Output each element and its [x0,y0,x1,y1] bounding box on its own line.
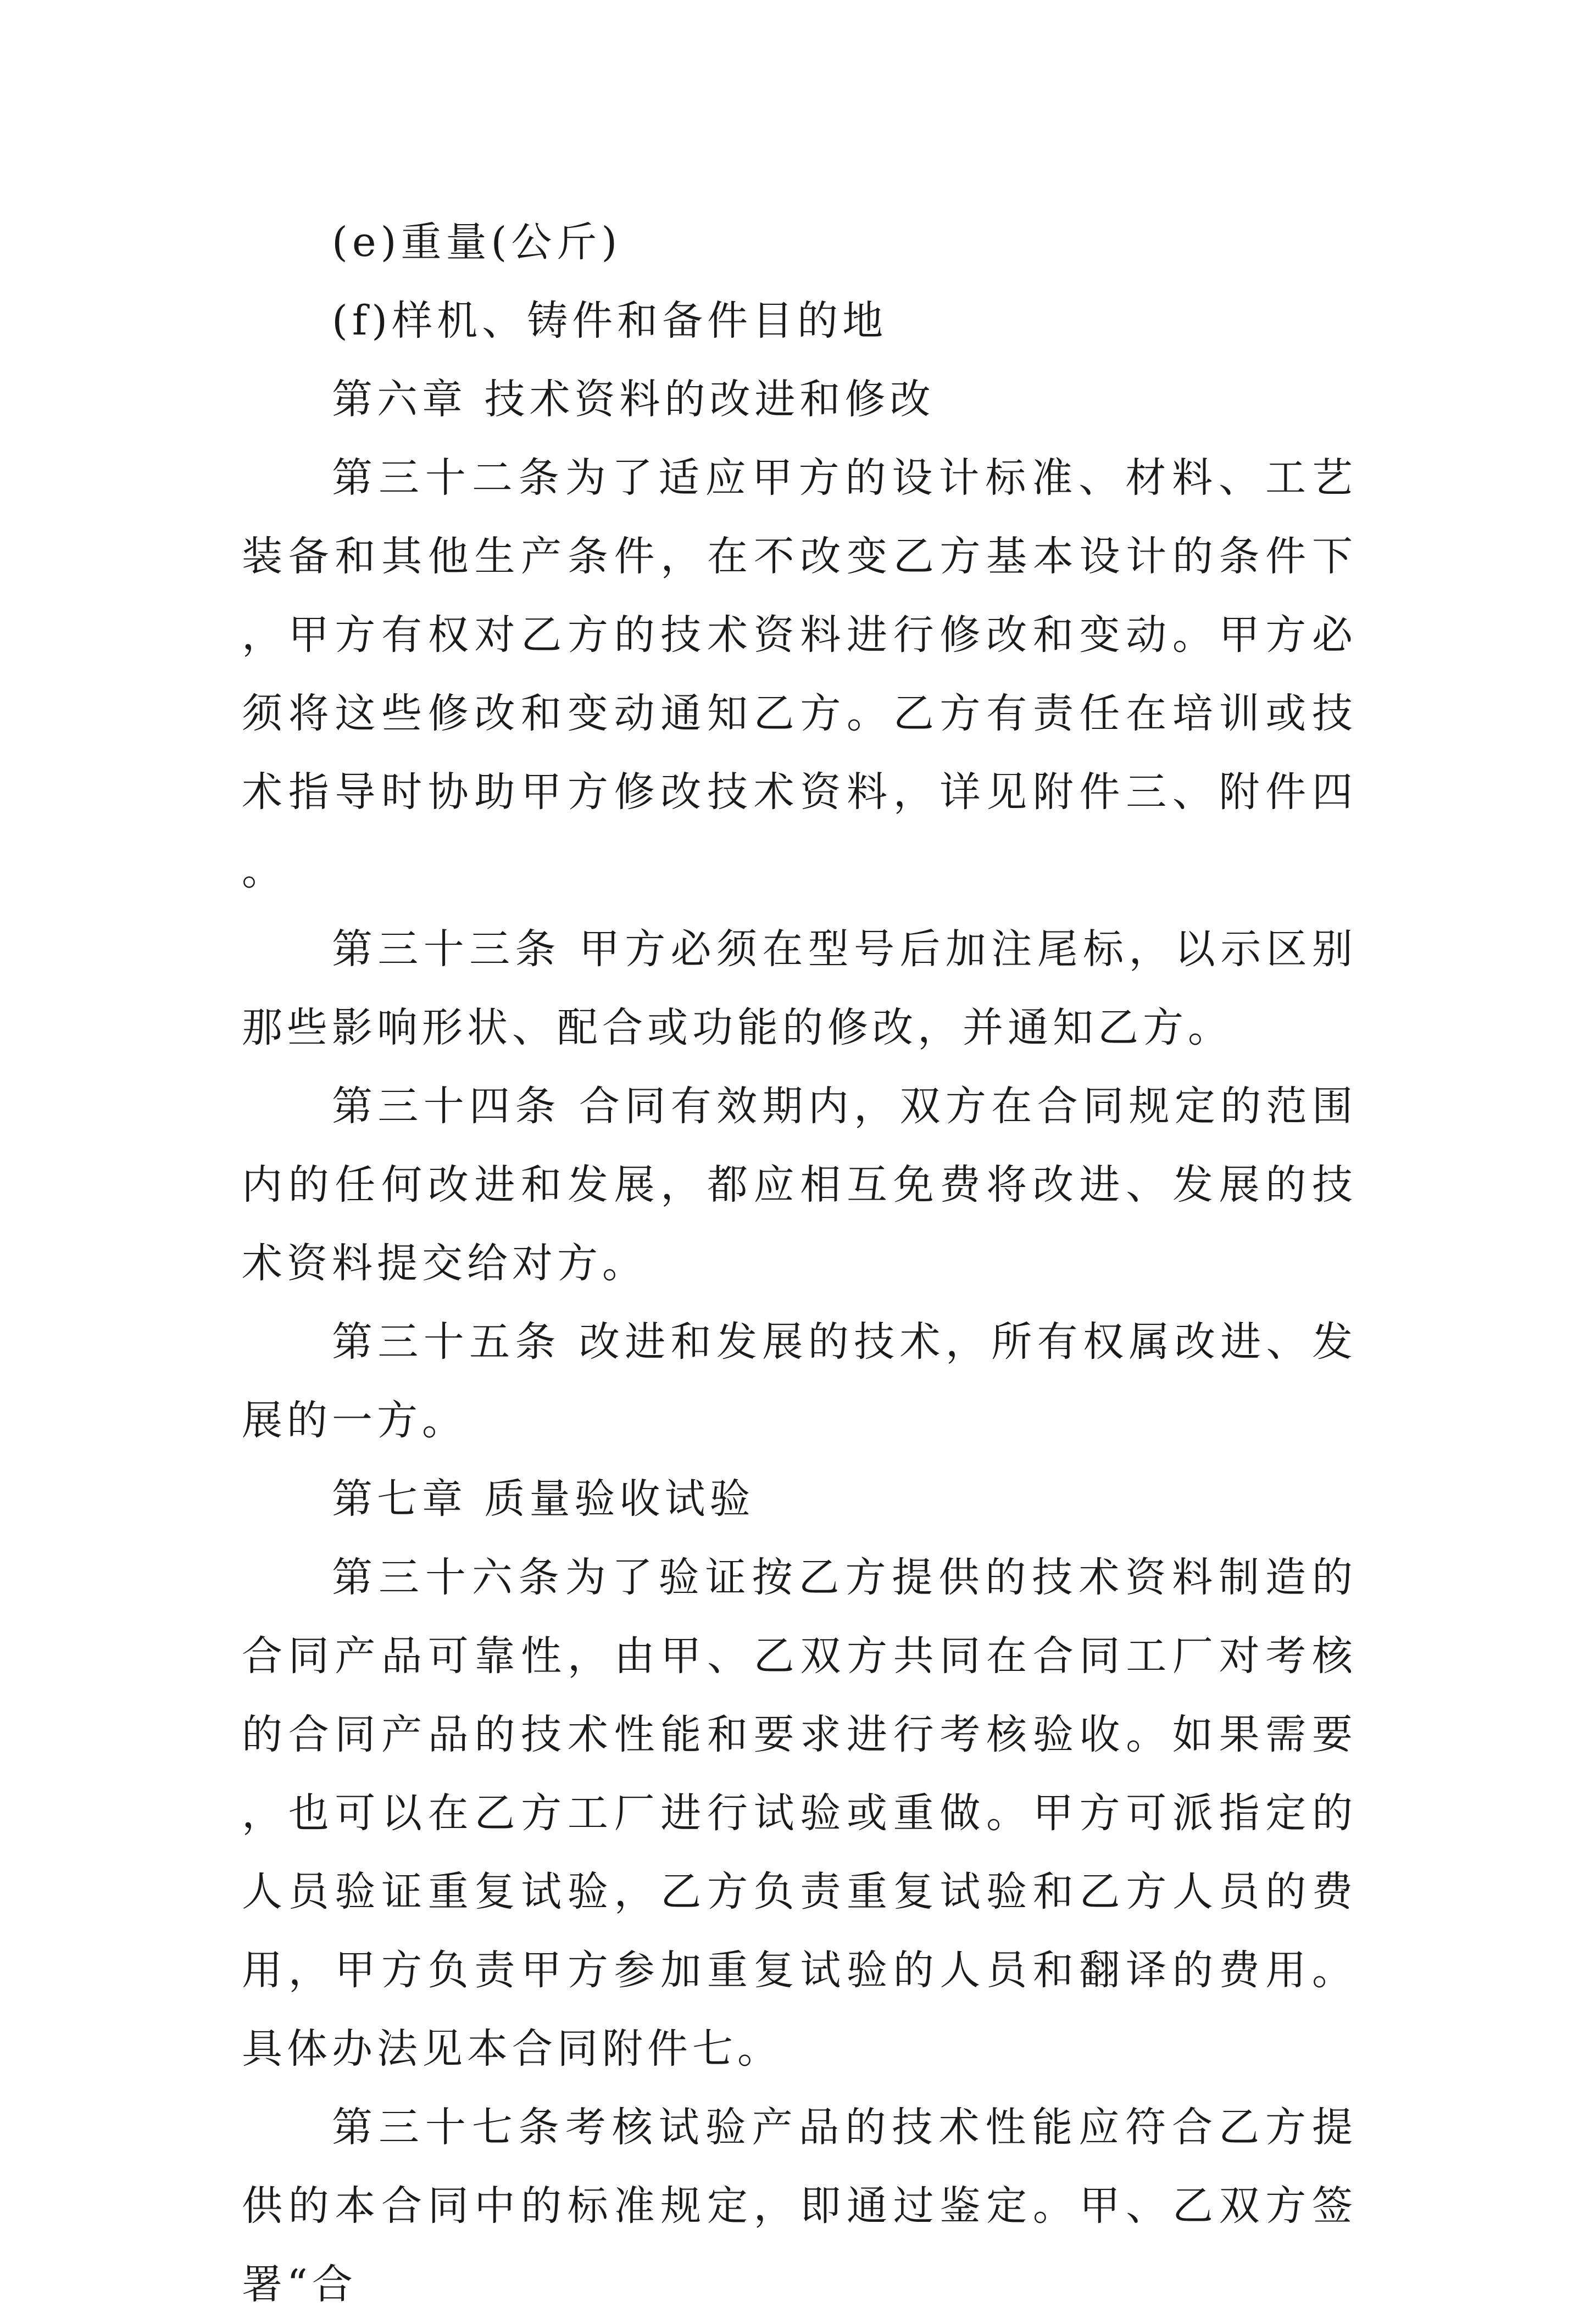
chapter-heading-6: 第六章 技术资料的改进和修改 [332,376,935,423]
article-34: 第三十四条 合同有效期内，双方在合同规定的范围内的任何改进和发展，都应相互免费将改进、发展的技术资料提交给对方。 [242,1083,1357,1287]
article-37: 第三十七条考核试验产品的技术性能应符合乙方提供的本合同中的标准规定，即通过鉴定。甲、乙双方签署“合 [242,2104,1357,2308]
article-33: 第三十三条 甲方必须在型号后加注尾标，以示区别那些影响形状、配合或功能的修改，并通知乙方。 [242,926,1357,1051]
chapter-heading-7: 第七章 质量验收试验 [332,1475,755,1523]
article-36: 第三十六条为了验证按乙方提供的技术资料制造的合同产品可靠性，由甲、乙双方共同在合同工厂对考核的合同产品的技术性能和要求进行考核验收。如果需要，也可以在乙方工厂进行试验或重做。甲方可派指定的人员验证重复试验，乙方负责重复试验和乙方人员的费用，甲方负责甲方参加重复试验的人员和翻译的费用。具体办法见本合同附件七。 [242,1554,1357,2072]
article-32: 第三十二条为了适应甲方的设计标准、材料、工艺装备和其他生产条件，在不改变乙方基本设计的条件下，甲方有权对乙方的技术资料进行修改和变动。甲方必须将这些修改和变动通知乙方。乙方有责任在培训或技术指导时协助甲方修改技术资料，详见附件三、附件四。 [242,454,1357,894]
document-body [242,203,1357,2324]
list-item-destination: (f)样机、铸件和备件目的地 [332,297,888,344]
list-item-weight: (e)重量(公斤) [332,219,622,266]
article-35: 第三十五条 改进和发展的技术，所有权属改进、发展的一方。 [242,1318,1357,1444]
